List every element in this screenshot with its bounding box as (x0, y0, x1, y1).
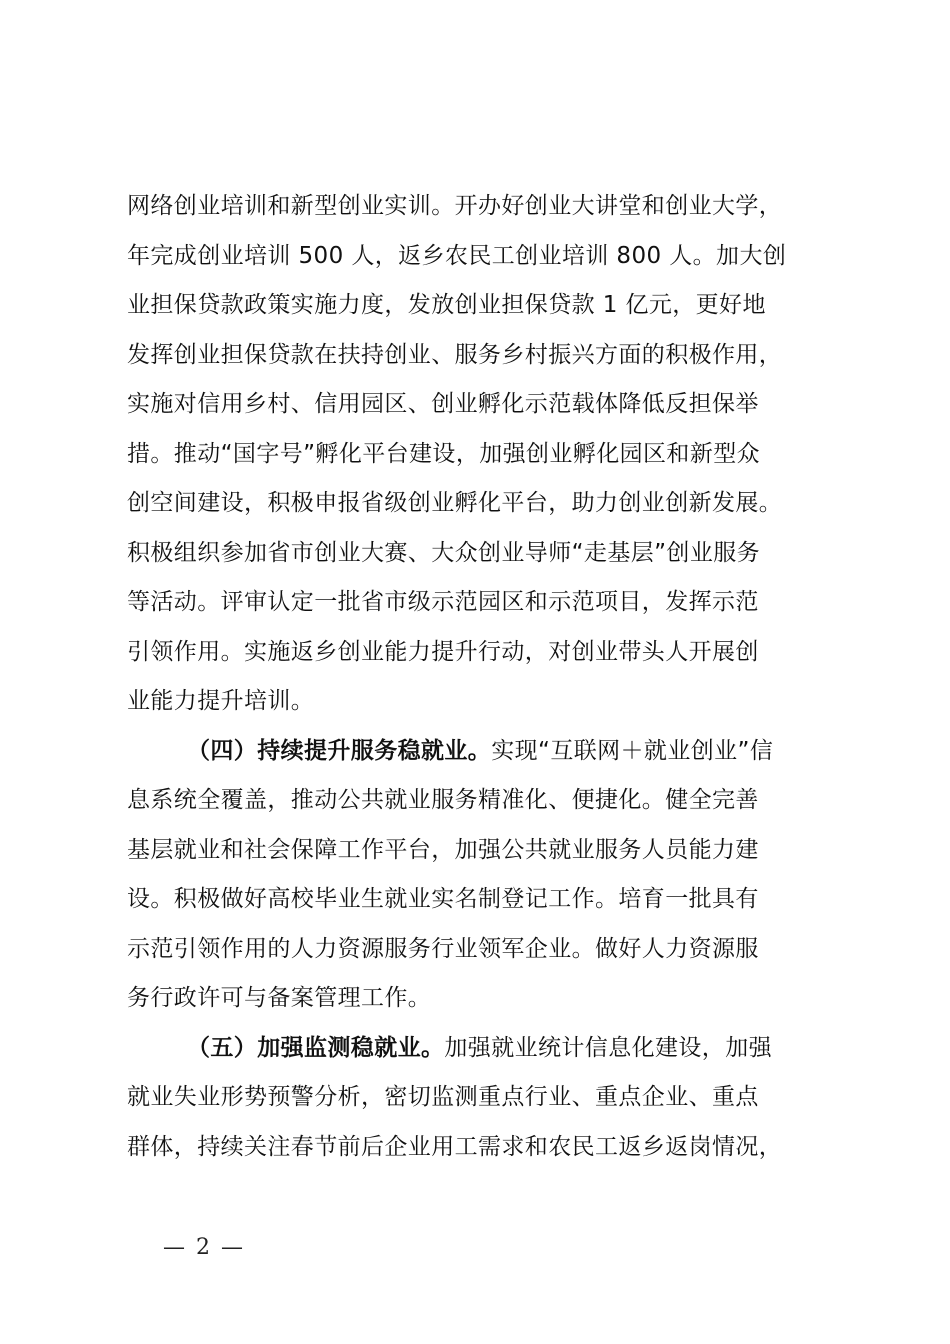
text-line: 群体，持续关注春节前后企业用工需求和农民工返乡返岗情况， (127, 1133, 783, 1160)
document-body (127, 182, 837, 1172)
text-line: 年完成创业培训 500 人，返乡农民工创业培训 800 人。加大创 (127, 242, 787, 269)
text-line: 等活动。评审认定一批省市级示范园区和示范项目，发挥示范 (127, 589, 759, 615)
paragraph-entrepreneurship-training (127, 182, 837, 727)
text-line: 示范引领作用的人力资源服务行业领军企业。做好人力资源服 (127, 935, 759, 962)
text-line: 创空间建设，积极申报省级创业孵化平台，助力创业创新发展。 (127, 490, 783, 516)
text-span: 加强就业统计信息化建设，加强 (444, 1034, 773, 1061)
section-heading-4: （四）持续提升服务稳就业。 (187, 737, 492, 764)
text-line: 设。积极做好高校毕业生就业实名制登记工作。培育一批具有 (127, 886, 759, 912)
text-line: 网络创业培训和新型创业实训。开办好创业大讲堂和创业大学， (127, 193, 783, 219)
text-line: 息系统全覆盖，推动公共就业服务精准化、便捷化。健全完善 (127, 787, 759, 813)
text-line: 业担保贷款政策实施力度，发放创业担保贷款 1 亿元，更好地 (127, 292, 766, 318)
text-line-first (127, 1024, 837, 1074)
text-line: 发挥创业担保贷款在扶持创业、服务乡村振兴方面的积极作用， (127, 341, 783, 368)
text-line: 基层就业和社会保障工作平台，加强公共就业服务人员能力建 (127, 836, 759, 863)
paragraph-employment-monitoring (127, 1024, 837, 1173)
text-line-first (127, 727, 837, 777)
page-number: — 2 — (163, 1235, 245, 1260)
text-span: 实现“互联网＋就业创业”信 (491, 737, 774, 764)
text-line: 就业失业形势预警分析，密切监测重点行业、重点企业、重点 (127, 1084, 759, 1110)
text-line: 务行政许可与备案管理工作。 (127, 985, 432, 1011)
section-heading-5: （五）加强监测稳就业。 (187, 1034, 445, 1061)
paragraph-employment-services (127, 727, 837, 1024)
text-line: 措。推动“国字号”孵化平台建设，加强创业孵化园区和新型众 (127, 440, 761, 467)
text-line: 实施对信用乡村、信用园区、创业孵化示范载体降低反担保举 (127, 391, 759, 417)
text-line: 业能力提升培训。 (127, 688, 315, 714)
text-line: 积极组织参加省市创业大赛、大众创业导师“走基层”创业服务 (127, 539, 761, 566)
text-line: 引领作用。实施返乡创业能力提升行动，对创业带头人开展创 (127, 638, 759, 665)
